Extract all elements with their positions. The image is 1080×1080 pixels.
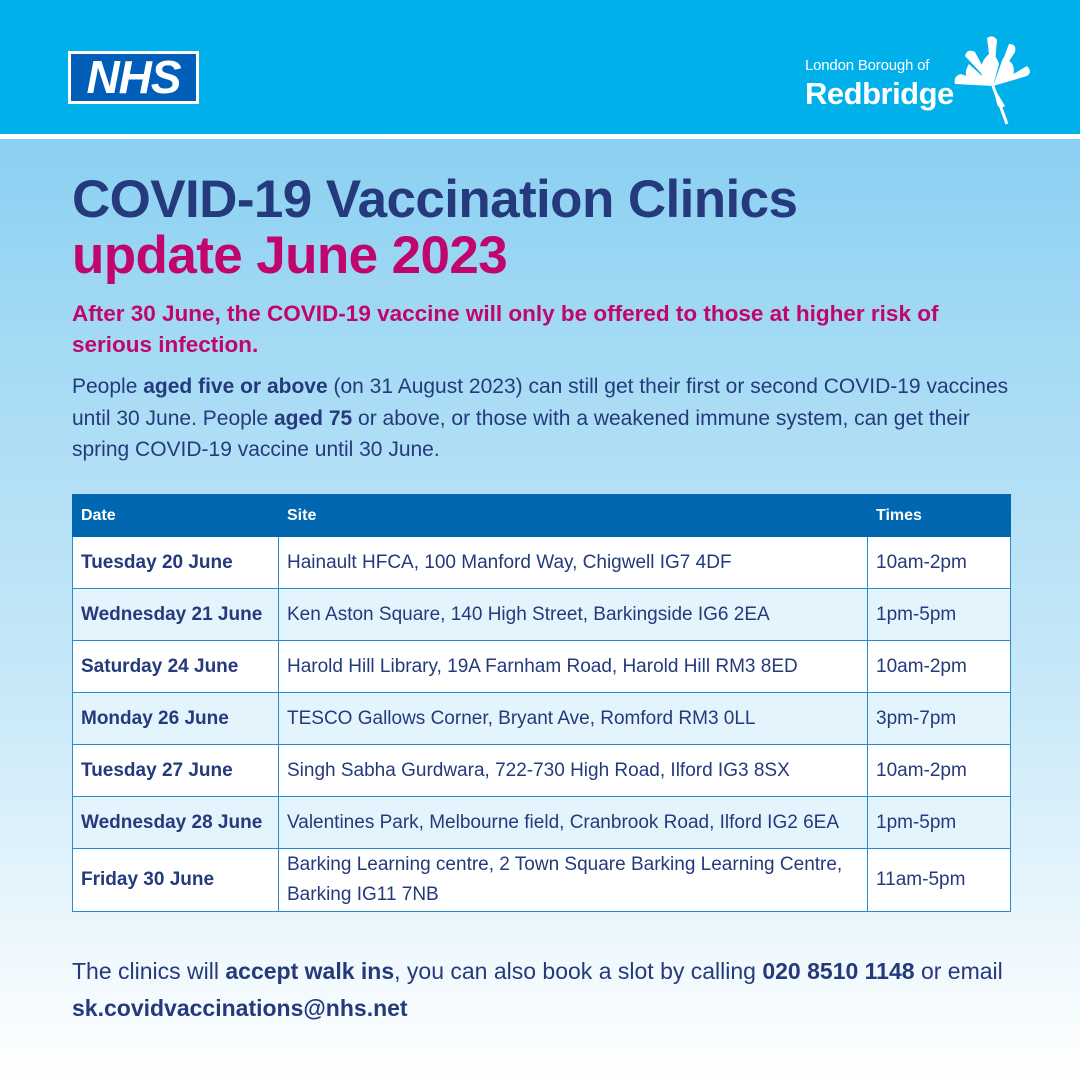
- site-cell: TESCO Gallows Corner, Bryant Ave, Romford RM3 0LL: [279, 693, 868, 745]
- horse-chestnut-leaf-icon: [947, 34, 1033, 126]
- table-row: [73, 797, 1011, 849]
- table-row: [73, 641, 1011, 693]
- page-subtitle: update June 2023: [72, 226, 508, 285]
- intro-paragraph: [72, 371, 1022, 466]
- page-title: COVID-19 Vaccination Clinics: [72, 170, 798, 229]
- time-cell: 10am-2pm: [868, 537, 1011, 589]
- table-header-row: [73, 495, 1011, 537]
- intro-highlight: aged 75: [273, 406, 353, 430]
- time-cell: 1pm-5pm: [868, 589, 1011, 641]
- walk-ins-highlight: accept walk ins: [225, 958, 395, 984]
- intro-text: or above, or those with a weakened immune system, can get their spring COVID-19 vaccine until 30 June.: [72, 406, 970, 461]
- intro-highlight: aged five or above: [143, 375, 328, 398]
- time-cell: 10am-2pm: [868, 641, 1011, 693]
- table-row: [73, 745, 1011, 797]
- site-cell: Ken Aston Square, 140 High Street, Barkingside IG6 2EA: [279, 589, 868, 641]
- table-row: [73, 693, 1011, 745]
- column-header-times: Times: [868, 495, 1011, 537]
- date-cell: Tuesday 20 June: [73, 537, 279, 589]
- site-cell: Barking Learning centre, 2 Town Square Barking Learning Centre, Barking IG11 7NB: [279, 849, 868, 912]
- time-cell: 11am-5pm: [868, 849, 1011, 912]
- column-header-date: Date: [73, 495, 279, 537]
- time-cell: 10am-2pm: [868, 745, 1011, 797]
- contact-info: [72, 953, 1032, 1027]
- date-cell: Wednesday 21 June: [73, 589, 279, 641]
- phone-number[interactable]: 020 8510 1148: [762, 958, 915, 984]
- eligibility-notice: After 30 June, the COVID-19 vaccine will only be offered to those at higher risk of serious infection.: [72, 301, 939, 357]
- date-cell: Wednesday 28 June: [73, 797, 279, 849]
- nhs-logo: [68, 51, 199, 104]
- email-link[interactable]: sk.covidvaccinations@nhs.net: [72, 995, 408, 1021]
- clinic-schedule-table: [72, 494, 1011, 912]
- time-cell: 3pm-7pm: [868, 693, 1011, 745]
- nhs-logo-text: NHS: [71, 54, 196, 101]
- date-cell: Saturday 24 June: [73, 641, 279, 693]
- date-cell: Tuesday 27 June: [73, 745, 279, 797]
- site-cell: Harold Hill Library, 19A Farnham Road, Harold Hill RM3 8ED: [279, 641, 868, 693]
- table-row: [73, 537, 1011, 589]
- intro-text: (on 31 August 2023) can still get their first or second COVID-19 vaccines until 30 June. People: [72, 375, 1009, 430]
- table-row: [73, 849, 1011, 912]
- council-small-text: London Borough of: [805, 57, 930, 74]
- table-row: [73, 589, 1011, 641]
- footer-text: The clinics will: [72, 958, 226, 984]
- footer-text: or email: [914, 958, 1003, 984]
- header-divider: [0, 134, 1080, 139]
- site-cell: Valentines Park, Melbourne field, Cranbrook Road, Ilford IG2 6EA: [279, 797, 868, 849]
- date-cell: Friday 30 June: [73, 849, 279, 912]
- council-name: Redbridge: [805, 76, 954, 111]
- footer-text: , you can also book a slot by calling: [394, 958, 763, 984]
- council-logo: [805, 34, 1035, 129]
- time-cell: 1pm-5pm: [868, 797, 1011, 849]
- date-cell: Monday 26 June: [73, 693, 279, 745]
- intro-text: People: [72, 375, 144, 398]
- site-cell: Hainault HFCA, 100 Manford Way, Chigwell IG7 4DF: [279, 537, 868, 589]
- column-header-site: Site: [279, 495, 868, 537]
- site-cell: Singh Sabha Gurdwara, 722-730 High Road, Ilford IG3 8SX: [279, 745, 868, 797]
